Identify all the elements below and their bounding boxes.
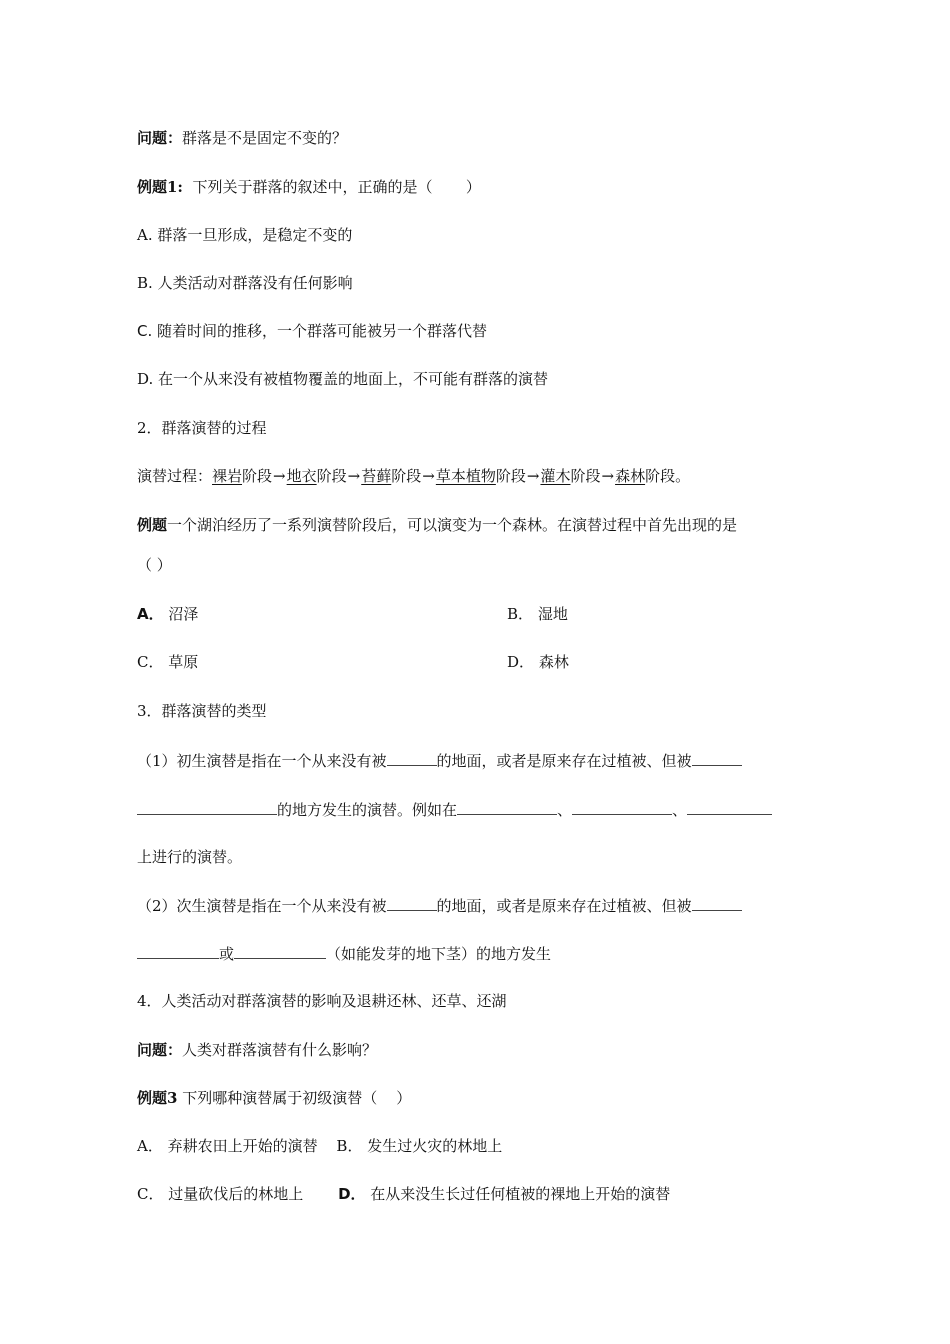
- option-text: 沼泽: [168, 605, 199, 623]
- option-letter: C.: [137, 322, 153, 340]
- example-stem: 下列哪种演替属于初级演替（ ）: [177, 1089, 412, 1107]
- section-4-title: 4．人类活动对群落演替的影响及退耕还林、还草、还湖: [137, 992, 507, 1010]
- option-text: 发生过火灾的林地上: [367, 1137, 503, 1155]
- question-label: 问题：: [137, 129, 183, 147]
- stage-moss: 苔藓: [361, 467, 392, 485]
- example-1-option-d: [137, 369, 827, 389]
- example-1-option-c: [137, 321, 827, 341]
- fill-blank[interactable]: [387, 895, 437, 911]
- succession-process: [137, 466, 827, 486]
- option-letter: D.: [137, 370, 154, 388]
- stage-forest: 森林: [615, 467, 646, 485]
- option-letter: A．: [137, 1137, 163, 1155]
- option-letter: A.: [137, 226, 153, 244]
- primary-succession-line-3: 上进行的演替。: [137, 848, 243, 866]
- option-d: [507, 652, 569, 672]
- example-1-option-b: [137, 273, 827, 293]
- separator: 、: [557, 801, 573, 819]
- example-label: 例题3: [137, 1089, 178, 1107]
- option-letter: D．: [507, 653, 535, 671]
- stage-suffix: 阶段: [391, 467, 422, 485]
- process-lead: 演替过程：: [137, 467, 213, 485]
- option-text: 过量砍伐后的林地上: [168, 1185, 304, 1203]
- primary-succession-line-2: [137, 799, 827, 820]
- fill-blank[interactable]: [234, 943, 326, 959]
- section-2-title: 2．群落演替的过程: [137, 419, 267, 437]
- fill-blank[interactable]: [687, 799, 772, 815]
- option-letter: C．: [137, 1185, 164, 1203]
- question-1: [137, 128, 827, 148]
- section-3-title: 3．群落演替的类型: [137, 702, 267, 720]
- option-text: 湿地: [537, 605, 568, 623]
- option-c: [137, 653, 198, 671]
- fill-blank[interactable]: [387, 750, 437, 766]
- option-text: 在从来没生长过任何植被的裸地上开始的演替: [370, 1185, 671, 1203]
- option-a: [137, 1137, 318, 1155]
- option-a: [137, 605, 198, 623]
- fill-blank[interactable]: [137, 943, 219, 959]
- arrow-icon: →: [347, 467, 361, 485]
- option-text: 随着时间的推移，一个群落可能被另一个群落代替: [157, 322, 488, 340]
- option-letter: B．: [336, 1137, 363, 1155]
- option-b: [507, 604, 568, 624]
- option-text: 弃耕农田上开始的演替: [167, 1137, 318, 1155]
- example-2-options-row-2: [137, 652, 827, 672]
- question-label: 问题：: [137, 1041, 183, 1059]
- option-letter: C．: [137, 653, 164, 671]
- example-label: 例题1:: [137, 178, 183, 196]
- example-stem: 下列关于群落的叙述中，正确的是（ ）: [182, 178, 481, 196]
- stage-suffix: 阶段: [495, 467, 526, 485]
- option-text: 群落一旦形成，是稳定不变的: [157, 226, 353, 244]
- fill-blank[interactable]: [692, 750, 742, 766]
- fill-blank[interactable]: [457, 799, 557, 815]
- example-2-paren: （ ）: [137, 556, 172, 574]
- stage-suffix: 阶段: [645, 467, 676, 485]
- option-letter: B.: [137, 274, 153, 292]
- example-2-stem: [137, 515, 827, 535]
- separator: 、: [672, 801, 688, 819]
- fill-text: （2）次生演替是指在一个从来没有被: [137, 897, 387, 915]
- secondary-succession-line-2: [137, 943, 827, 964]
- fill-text: 的地面，或者是原来存在过植被、但被: [436, 752, 692, 770]
- option-letter: A．: [137, 605, 164, 623]
- option-letter: D．: [338, 1185, 366, 1203]
- question-2: [137, 1040, 827, 1060]
- option-text: 草原: [168, 653, 199, 671]
- example-2-options-row-1: [137, 604, 827, 624]
- arrow-icon: →: [273, 467, 286, 485]
- option-text: 在一个从来没有被植物覆盖的地面上，不可能有群落的演替: [158, 370, 549, 388]
- example-3-options-row-1: [137, 1136, 827, 1156]
- option-text: 人类活动对群落没有任何影响: [157, 274, 353, 292]
- fill-blank[interactable]: [572, 799, 672, 815]
- stage-lichen: 地衣: [286, 467, 317, 485]
- primary-succession-line-1: [137, 750, 827, 771]
- stage-suffix: 阶段: [316, 467, 347, 485]
- fill-text: （1）初生演替是指在一个从来没有被: [137, 752, 387, 770]
- arrow-icon: →: [601, 467, 615, 485]
- option-c: [137, 1185, 303, 1203]
- stage-bare-rock: 裸岩: [212, 467, 243, 485]
- stage-shrubs: 灌木: [540, 467, 571, 485]
- option-letter: B．: [507, 605, 534, 623]
- example-3-stem: [137, 1088, 827, 1108]
- fill-text: 的地方发生的演替。例如在: [277, 801, 458, 819]
- option-b: [336, 1137, 502, 1155]
- example-label: 例题: [137, 516, 168, 534]
- arrow-icon: →: [526, 467, 540, 485]
- stage-suffix: 阶段: [570, 467, 601, 485]
- example-stem: 一个湖泊经历了一系列演替阶段后，可以演变为一个森林。在演替过程中首先出现的是: [167, 516, 738, 534]
- question-text: 群落是不是固定不变的？: [182, 129, 348, 147]
- fill-blank[interactable]: [692, 895, 742, 911]
- arrow-icon: →: [422, 467, 435, 485]
- stage-suffix: 阶段: [242, 467, 273, 485]
- example-1-option-a: [137, 225, 827, 245]
- option-d: [338, 1185, 670, 1203]
- question-text: 人类对群落演替有什么影响？: [182, 1041, 378, 1059]
- stage-herbs: 草本植物: [435, 467, 496, 485]
- example-1-stem: [137, 177, 827, 197]
- fill-text: 的地面，或者是原来存在过植被、但被: [436, 897, 692, 915]
- process-end: 。: [675, 467, 691, 485]
- secondary-succession-line-1: [137, 895, 827, 916]
- fill-text: 或: [219, 945, 235, 963]
- option-text: 森林: [538, 653, 569, 671]
- fill-blank[interactable]: [137, 799, 277, 815]
- fill-text: （如能发芽的地下茎）的地方发生: [326, 945, 552, 963]
- example-3-options-row-2: [137, 1184, 827, 1204]
